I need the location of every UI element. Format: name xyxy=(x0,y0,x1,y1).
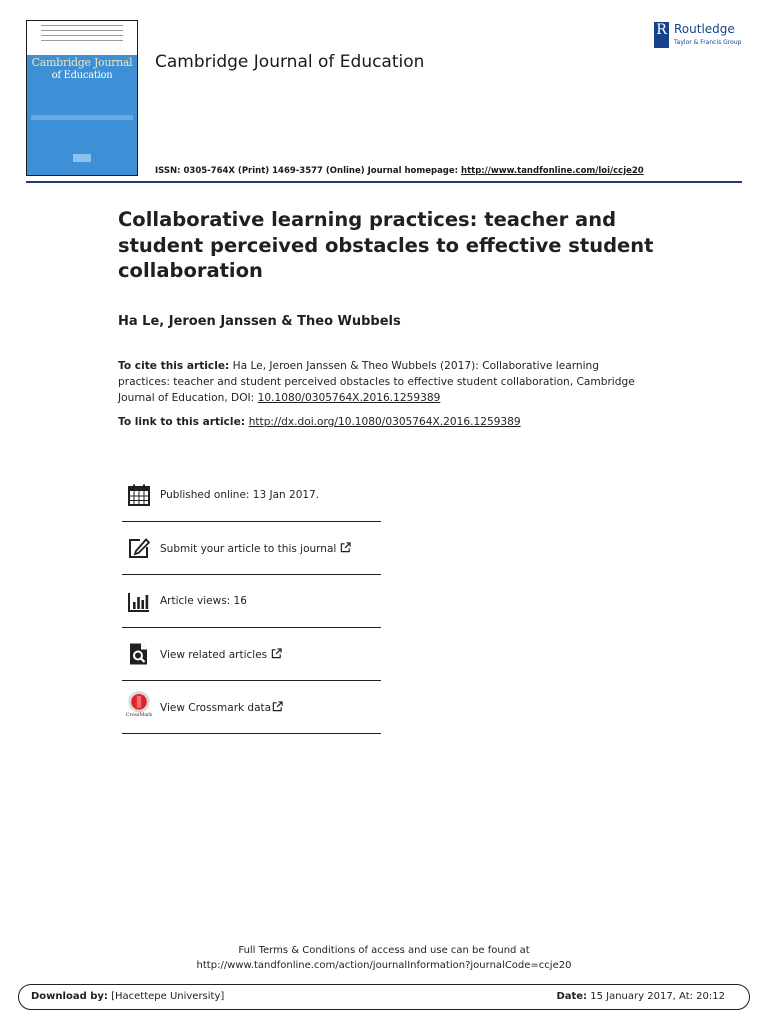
related-articles-link[interactable] xyxy=(160,648,282,661)
cover-title-line1: Cambridge Journal xyxy=(31,56,133,69)
row-divider xyxy=(122,627,381,628)
cite-label: To cite this article: xyxy=(118,360,230,372)
crossmark-link[interactable] xyxy=(160,701,283,714)
routledge-icon: R xyxy=(654,22,669,48)
related-articles-label: View related articles xyxy=(160,649,268,661)
article-authors: Ha Le, Jeroen Janssen & Theo Wubbels xyxy=(118,314,401,329)
cover-title-line2: of Education xyxy=(51,70,113,81)
calendar-icon xyxy=(128,484,150,506)
citation-block xyxy=(118,358,638,406)
download-label: Download by: xyxy=(31,991,108,1002)
terms-notice xyxy=(0,943,768,973)
external-link-icon xyxy=(272,701,283,712)
crossmark-icon xyxy=(126,688,152,718)
article-views: Article views: 16 xyxy=(160,595,247,607)
submit-article-link[interactable] xyxy=(160,542,351,555)
issn-text: ISSN: 0305-764X (Print) 1469-3577 (Online) Journal homepage: xyxy=(155,166,462,176)
doi-link[interactable]: 10.1080/0305764X.2016.1259389 xyxy=(257,392,441,404)
row-divider xyxy=(122,521,381,522)
download-info-bar xyxy=(18,984,750,1010)
row-divider xyxy=(122,733,381,734)
article-title: Collaborative learning practices: teacher and student perceived obstacles to effective student collaboration xyxy=(118,208,654,282)
cover-publisher-logo xyxy=(73,154,91,162)
download-date xyxy=(556,991,725,1002)
publisher-name: Routledge xyxy=(674,22,735,36)
journal-cover-image xyxy=(26,20,138,176)
submit-article-row[interactable] xyxy=(124,525,381,575)
publisher-subname: Taylor & Francis Group xyxy=(674,39,742,46)
related-articles-row[interactable] xyxy=(124,631,381,681)
published-date: Published online: 13 Jan 2017. xyxy=(160,489,320,501)
issn-line xyxy=(155,166,644,176)
download-value: [Hacettepe University] xyxy=(107,991,225,1002)
date-label: Date: xyxy=(556,991,588,1002)
terms-url[interactable]: http://www.tandfonline.com/action/journalInformation?journalCode=ccje20 xyxy=(196,960,572,971)
external-link-icon xyxy=(271,648,282,659)
crossmark-label: View Crossmark data xyxy=(160,702,272,714)
external-link-icon xyxy=(340,542,351,553)
cover-strip xyxy=(31,115,133,120)
cover-header-band xyxy=(27,21,137,55)
submit-article-label: Submit your article to this journal xyxy=(160,543,337,555)
cite-text: Ha Le, Jeroen Janssen & Theo Wubbels (2017): Collaborative learning practices: teacher and student perceived obstacles to effective student collaboration, Cambridge Journal of Education, DOI: xyxy=(118,360,635,404)
terms-line1: Full Terms & Conditions of access and use can be found at xyxy=(238,945,530,956)
publisher-logo xyxy=(654,22,746,50)
journal-homepage-link[interactable]: http://www.tandfonline.com/loi/ccje20 xyxy=(461,166,644,176)
published-row xyxy=(124,472,381,522)
header-divider xyxy=(26,181,742,183)
article-views-row xyxy=(124,578,381,628)
link-label: To link to this article: xyxy=(118,416,249,428)
date-value: 15 January 2017, At: 20:12 xyxy=(587,991,725,1002)
article-link-line xyxy=(118,414,521,430)
crossmark-badge-text: CrossMark xyxy=(126,713,152,718)
journal-name: Cambridge Journal of Education xyxy=(155,52,425,72)
article-url-link[interactable]: http://dx.doi.org/10.1080/0305764X.2016.1259389 xyxy=(248,416,521,428)
crossmark-row[interactable] xyxy=(124,684,381,734)
bar-chart-icon xyxy=(128,590,150,612)
edit-icon xyxy=(128,537,150,559)
row-divider xyxy=(122,680,381,681)
download-by xyxy=(31,991,224,1002)
row-divider xyxy=(122,574,381,575)
document-search-icon xyxy=(128,643,150,665)
